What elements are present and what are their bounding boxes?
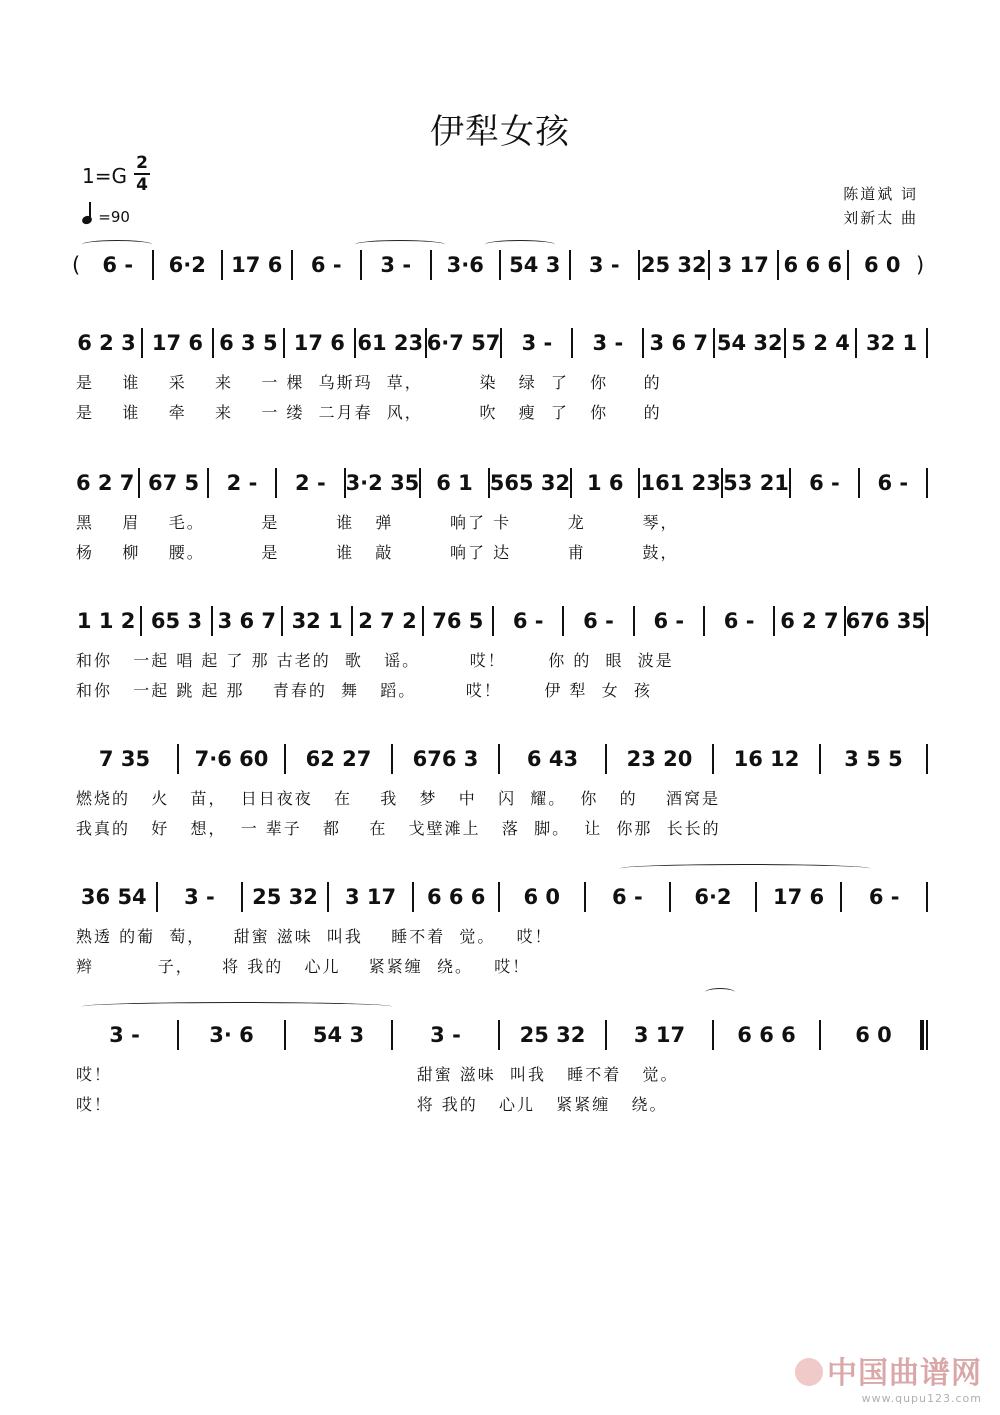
measure: 2 7 2 [358, 609, 417, 633]
measure: 6·2 [168, 253, 206, 277]
tempo-marking [82, 206, 130, 226]
measure: 6 - [868, 885, 900, 909]
slur-mark [705, 988, 735, 997]
measure: 16 12 [733, 747, 800, 771]
lyric-line: 和你 一起 唱 起 了 那 古老的 歌 谣。 哎！ 你 的 眼 波是 [76, 651, 674, 670]
measure: 32 1 [291, 609, 343, 633]
lyric-line: 熟透 的葡 萄， 甜蜜 滋味 叫我 睡不着 觉。 哎！ [76, 927, 553, 946]
measure: 1 1 2 [76, 609, 136, 633]
measure: 53 21 [723, 471, 789, 495]
measure: 3 6 7 [649, 331, 709, 355]
bar-line [926, 606, 928, 636]
measure: 3 - [588, 253, 620, 277]
watermark [795, 1348, 982, 1405]
measure: 7 35 [98, 747, 151, 771]
measure: 23 20 [626, 747, 693, 771]
measure: 6 - [310, 253, 342, 277]
notation-row [72, 606, 928, 636]
lyric-line: 黑 眉 毛。 是 谁 弹 响了 卡 龙 琴， [76, 513, 679, 532]
measure: 7·6 60 [194, 747, 269, 771]
measure: 25 32 [519, 1023, 586, 1047]
tempo-value: =90 [98, 208, 130, 226]
close-paren: ) [916, 253, 925, 277]
measure: 565 32 [489, 471, 571, 495]
measure: 3 17 [717, 253, 769, 277]
lyric-line: 哎！ 甜蜜 滋味 叫我 睡不着 觉。 [76, 1065, 679, 1084]
measure: 6 6 6 [426, 885, 486, 909]
song-title: 伊犁女孩 [430, 112, 570, 152]
measure: 3 - [184, 885, 215, 909]
lyric-line: 辫 子， 将 我的 心儿 紧紧缠 绕。 哎！ [76, 957, 531, 976]
measure: 6 3 5 [219, 331, 278, 355]
measure: 76 5 [432, 609, 484, 633]
measure: 6 - [653, 609, 685, 633]
lyric-line: 我真的 好 想， 一 辈子 都 在 戈壁滩上 落 脚。 让 你那 长长的 [76, 819, 721, 838]
measure: 25 32 [640, 253, 707, 277]
composer: 刘新太 曲 [843, 209, 918, 227]
measure: 6 43 [526, 747, 579, 771]
measure: 3·2 35 [345, 471, 420, 495]
slur-mark [82, 240, 152, 249]
measure: 17 6 [151, 331, 203, 355]
measure: 6 0 [863, 253, 901, 277]
key-signature: 1=G [82, 164, 127, 188]
measure: 6 - [612, 885, 643, 909]
measure: 3·6 [446, 253, 484, 277]
watermark-logo: 中国曲谱网 [795, 1348, 982, 1392]
bar-line [926, 328, 928, 358]
slur-mark [485, 240, 555, 249]
final-bar-line [920, 1020, 924, 1050]
measure: 3 17 [345, 885, 397, 909]
time-signature [134, 154, 150, 194]
measure: 62 27 [305, 747, 372, 771]
lyric-line: 和你 一起 跳 起 那 青春的 舞 蹈。 哎！ 伊 犁 女 孩 [76, 681, 652, 700]
measure: 3 - [521, 331, 553, 355]
quarter-note-icon [81, 215, 93, 226]
measure: 6 - [723, 609, 755, 633]
measure: 6 1 [436, 471, 473, 495]
measure: 6 0 [523, 885, 561, 909]
open-paren: ( [72, 253, 81, 277]
measure: 6 - [877, 471, 909, 495]
measure: 3 5 5 [844, 747, 903, 771]
measure: 6 6 6 [783, 253, 842, 277]
measure: 3 17 [633, 1023, 686, 1047]
measure: 61 23 [357, 331, 424, 355]
measure: 17 6 [293, 331, 345, 355]
notation-row [72, 744, 928, 774]
bar-line [926, 1020, 928, 1050]
notation-row [72, 250, 928, 280]
measure: 6 - [512, 609, 544, 633]
measure: 6 2 7 [780, 609, 839, 633]
measure: 6 - [809, 471, 840, 495]
bar-line [926, 882, 928, 912]
time-signature-top: 2 [136, 153, 148, 173]
measure: 17 6 [231, 253, 283, 277]
measure: 3· 6 [209, 1023, 254, 1047]
slur-mark [620, 864, 870, 873]
lyricist: 陈道斌 词 [843, 185, 918, 203]
measure: 3 - [380, 253, 412, 277]
measure: 2 - [226, 471, 258, 495]
measure: 3 - [592, 331, 624, 355]
measure: 676 3 [412, 747, 479, 771]
measure: 6 0 [855, 1023, 892, 1047]
measure: 3 6 7 [217, 609, 277, 633]
measure: 6 2 3 [77, 331, 136, 355]
slur-mark [82, 1002, 392, 1011]
lyric-line: 是 谁 采 来 一 棵 乌斯玛 草， 染 绿 了 你 的 [76, 373, 662, 392]
slur-mark [355, 240, 445, 249]
measure: 6 6 6 [737, 1023, 796, 1047]
lyric-line: 是 谁 牵 来 一 缕 二月春 风， 吹 瘦 了 你 的 [76, 403, 662, 422]
measure: 2 - [295, 471, 326, 495]
notation-row [72, 328, 928, 358]
measure: 67 5 [148, 471, 200, 495]
measure: 54 3 [312, 1023, 365, 1047]
measure: 36 54 [80, 885, 147, 909]
measure: 6·2 [694, 885, 732, 909]
measure: 25 32 [252, 885, 318, 909]
bar-line [926, 468, 928, 498]
measure: 3 - [109, 1023, 140, 1047]
notation-row [72, 882, 928, 912]
measure: 6 2 7 [75, 471, 135, 495]
measure: 17 6 [772, 885, 825, 909]
notation-row [72, 468, 928, 498]
measure: 1 6 [587, 471, 624, 495]
measure: 161 23 [640, 471, 721, 495]
measure: 6·7 57 [426, 331, 501, 355]
watermark-url: www.qupu123.com [861, 1392, 982, 1405]
measure: 65 3 [150, 609, 203, 633]
measure: 5 2 4 [791, 331, 850, 355]
measure: 3 - [430, 1023, 461, 1047]
bar-line [926, 744, 928, 774]
measure: 54 3 [509, 253, 561, 277]
measure: 32 1 [866, 331, 918, 355]
lyric-line: 燃烧的 火 苗， 日日夜夜 在 我 梦 中 闪 耀。 你 的 酒窝是 [76, 789, 721, 808]
measure: 6 - [583, 609, 614, 633]
credits [843, 182, 918, 230]
time-signature-bottom: 4 [136, 174, 148, 195]
notation-row [72, 1020, 928, 1050]
measure: 6 - [102, 253, 134, 277]
lyric-line: 杨 柳 腰。 是 谁 敲 响了 达 甫 鼓， [76, 543, 679, 562]
measure: 676 35 [845, 609, 926, 633]
qupu-logo-icon [795, 1358, 823, 1386]
measure: 54 32 [716, 331, 783, 355]
lyric-line: 哎！ 将 我的 心儿 紧紧缠 绕。 [76, 1095, 668, 1114]
